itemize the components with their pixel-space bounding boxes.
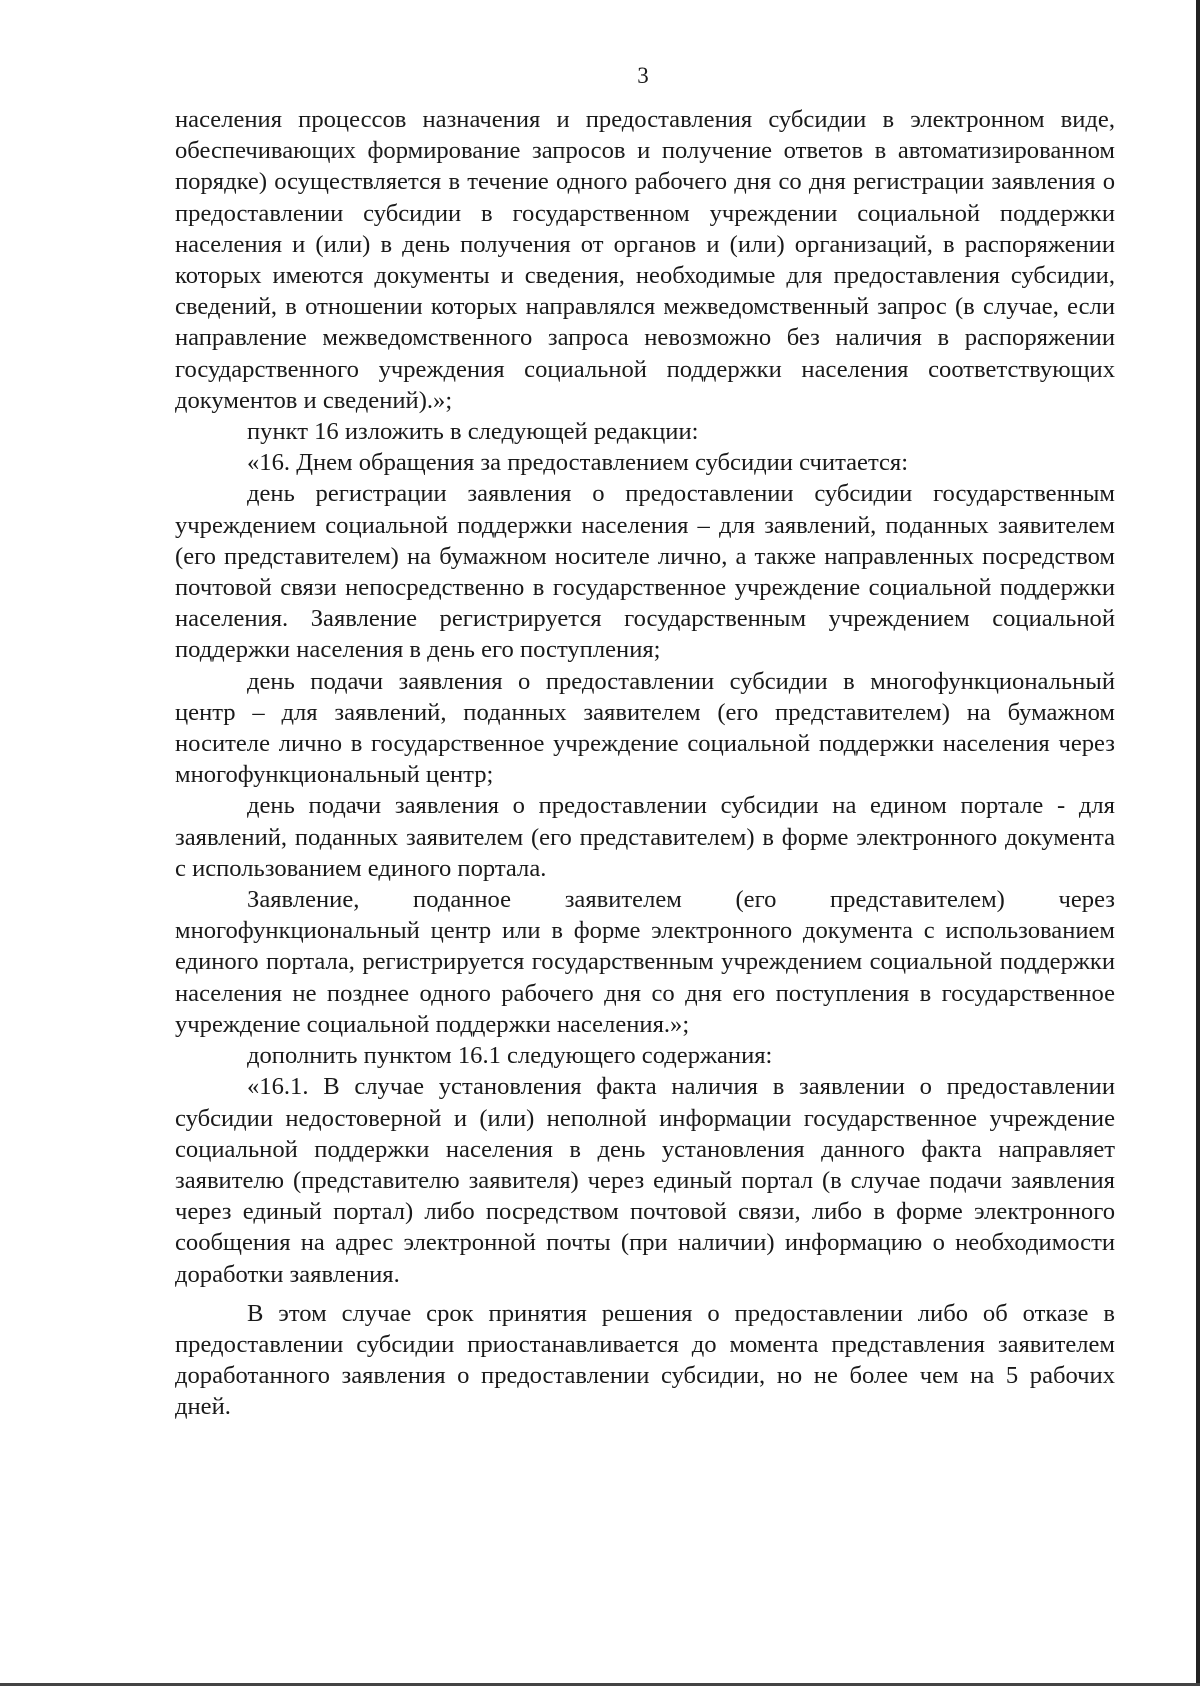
document-body bbox=[175, 104, 1115, 1423]
paragraph-continuation: населения процессов назначения и предоставления субсидии в электронном виде, обеспечивающих формирование запросов и получение ответов в автоматизированном порядке) осуществляется в течение одного рабочего дня со дня регистрации заявления о предоставлении субсидии в государственном учреждении социальной поддержки населения и (или) в день получения от органов и (или) организаций, в распоряжении которых имеются документы и сведения, необходимые для предоставления субсидии, сведений, в отношении которых направлялся межведомственный запрос (в случае, если направление межведомственного запроса невозможно без наличия в распоряжении государственного учреждения социальной поддержки населения соответствующих документов и сведений).»; bbox=[175, 106, 1115, 414]
scan-edge-right bbox=[1196, 0, 1200, 1686]
paragraph-point-16-1: «16.1. В случае установления факта наличия в заявлении о предоставлении субсидии недостоверной и (или) неполной информации государственное учреждение социальной поддержки населения в день установления данного факта направляет заявителю (представителю заявителя) через единый портал (в случае подачи заявления через единый портал) либо посредством почтовой связи, либо в форме электронного сообщения на адрес электронной почты (при наличии) информацию о необходимости доработки заявления. bbox=[175, 1073, 1115, 1288]
paragraph-amend-point-16: пункт 16 изложить в следующей редакции: bbox=[247, 418, 699, 446]
page-number: 3 bbox=[637, 63, 649, 88]
paragraph-portal-submission-day: день подачи заявления о предоставлении субсидии на едином портале - для заявлений, поданных заявителем (его представителем) в форме электронного документа с использованием единого портала. bbox=[175, 792, 1115, 882]
paragraph-add-point-16-1: дополнить пунктом 16.1 следующего содержания: bbox=[247, 1042, 773, 1070]
paragraph-mfc-submission-day: день подачи заявления о предоставлении субсидии в многофункциональный центр – для заявлений, поданных заявителем (его представителем) на бумажном носителе лично в государственное учреждение социальной поддержки населения через многофункциональный центр; bbox=[175, 667, 1115, 789]
paragraph-registration-day: день регистрации заявления о предоставлении субсидии государственным учреждением социальной поддержки населения – для заявлений, поданных заявителем (его представителем) на бумажном носителе лично, а также направленных посредством почтовой связи непосредственно в государственное учреждение социальной поддержки населения. Заявление регистрируется государственным учреждением социальной поддержки населения в день его поступления; bbox=[175, 480, 1115, 664]
paragraph-suspension-term: В этом случае срок принятия решения о предоставлении либо об отказе в предоставлении субсидии приостанавливается до момента представления заявителем доработанного заявления о предоставлении субсидии, но не более чем на 5 рабочих дней. bbox=[175, 1299, 1115, 1421]
paragraph-point-16-heading: «16. Днем обращения за предоставлением субсидии считается: bbox=[247, 449, 909, 477]
paragraph-registration-deadline: Заявление, поданное заявителем (его представителем) через многофункциональный центр или в форме электронного документа с использованием единого портала, регистрируется государственным учреждением социальной поддержки населения не позднее одного рабочего дня со дня его поступления в государственное учреждение социальной поддержки населения.»; bbox=[175, 886, 1115, 1038]
